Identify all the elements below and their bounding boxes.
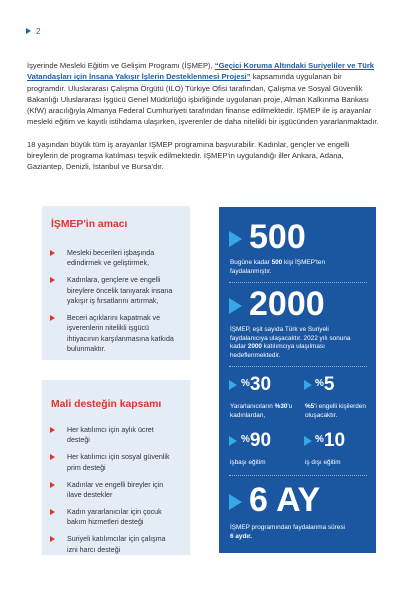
- stat-500-desc: Bugüne kadar 500 kişi İŞMEP'ten faydalanmıştır.: [230, 259, 326, 275]
- list-item: Kadınlar ve engelli bireyler için ilave destekler: [50, 480, 178, 501]
- bullet-arrow-icon: [50, 536, 55, 542]
- list-item: Beceri açıklarını kapatmak ve işverenlerin nitelikli işgücü ihtiyacının karşılanmasına katkıda bulunmaktır.: [50, 313, 178, 355]
- bullet-arrow-icon: [50, 454, 55, 460]
- intro-paragraph-1: İşyerinde Mesleki Eğitim ve Gelişim Programı (İŞMEP), “Geçici Koruma Altındaki Suriyeliler ve Türk Vatandaşları için İnsana Yakışır İşlerin Desteklenmesi Projesi” kapsamında uygulanan bir programdır. Uluslararası Çalışma Örgütü (ILO) Türkiye Ofisi tarafından, Çalışma ve Sosyal Güvenlik Bakanlığı Uluslararası İşgücü Genel Müdürlüğü işbirliğinde uygulanan proje, Alman Kalkınma Bankası (KfW) aracılığıyla Almanya Federal Cumhuriyeti tarafından finanse edilmektedir. İŞMEP ile iş arayanlar mesleki eğitim ve kayıtlı istihdama ulaşırken, işverenler de daha nitelikli bir işgücünden yararlanmaktadır.: [27, 61, 379, 127]
- stat-2000-value: 2000: [249, 285, 325, 323]
- support-box: [42, 380, 190, 555]
- stat-arrow-icon: [229, 494, 242, 510]
- intro-text: [27, 60, 382, 184]
- divider: [229, 475, 367, 476]
- list-item: Her katılımcı için aylık ücret desteği: [50, 425, 178, 446]
- stat-arrow-icon: [229, 231, 242, 247]
- stat-arrow-icon: [304, 436, 312, 446]
- stat-arrow-icon: [229, 380, 237, 390]
- intro-paragraph-2: 18 yaşından büyük tüm iş arayanlar İŞMEP programına başvurabilir. Kadınlar, gençler ve engelli bireylerin de programa katılması teşvik edilmektedir. İŞMEP'in uygulandığı iller Ankara, Adana, Gaziantep, Denizli, İstanbul ve Bursa'dır.: [27, 139, 350, 172]
- support-title: Mali desteğin kapsamı: [51, 399, 162, 410]
- stat-arrow-icon: [229, 436, 237, 446]
- stat-6ay-desc: İŞMEP programından faydalanma süresi 6 aydır.: [230, 524, 345, 540]
- list-item: Mesleki becerileri işbaşında edindirmek ve geliştirmek,: [50, 248, 178, 269]
- bullet-arrow-icon: [50, 315, 55, 321]
- bullet-arrow-icon: [50, 427, 55, 433]
- page-number: 2: [26, 27, 40, 36]
- list-item: Kadınlara, gençlere ve engelli bireylere öncelik tanıyarak insana yakışır iş fırsatlarını artırmak,: [50, 275, 178, 306]
- stat-90-desc: işbaşı eğitim: [230, 459, 266, 466]
- stat-500-value: 500: [249, 218, 306, 256]
- aim-box: [42, 206, 190, 360]
- bullet-arrow-icon: [50, 277, 55, 283]
- bullet-arrow-icon: [50, 482, 55, 488]
- list-item: Kadın yararlanıcılar için çocuk bakım hizmetleri desteği: [50, 507, 178, 528]
- stat-90-value: %90: [241, 430, 272, 451]
- support-list: [50, 425, 178, 562]
- aim-list: [50, 248, 178, 361]
- divider: [229, 282, 367, 283]
- stat-30-desc: Yararlanıcıların %30'u kadınlardan,: [230, 403, 293, 419]
- bullet-arrow-icon: [50, 250, 55, 256]
- stat-5-desc: %5'i engelli kişilerden oluşacaktır.: [305, 403, 366, 419]
- aim-title: İŞMEP'in amacı: [51, 219, 128, 230]
- stat-10-desc: iş dışı eğitim: [305, 459, 341, 466]
- stat-10-value: %10: [315, 430, 346, 451]
- divider: [229, 366, 367, 367]
- stat-2000-desc: İŞMEP, eşit sayıda Türk ve Suriyeli faydalanıcıya ulaşacaktır. 2022 yılı sonuna kadar 2000 katılımcıya ulaşılması hedeflenmektedir.: [230, 326, 351, 359]
- stat-30-value: %30: [241, 374, 272, 395]
- stat-arrow-icon: [304, 380, 312, 390]
- list-item: Suriyeli katılımcılar için çalışma izni harcı desteği: [50, 534, 178, 555]
- project-link[interactable]: “Geçici Koruma Altındaki Suriyeliler ve Türk Vatandaşları için İnsana Yakışır İşlerin Desteklenmesi Projesi”: [27, 61, 375, 82]
- page-arrow-icon: [26, 28, 31, 34]
- list-item: Her katılımcı için sosyal güvenlik prim desteği: [50, 452, 178, 473]
- stat-6ay-value: 6 AY: [249, 481, 321, 519]
- stat-arrow-icon: [229, 298, 242, 314]
- stats-panel: [219, 207, 376, 553]
- bullet-arrow-icon: [50, 509, 55, 515]
- stat-5-value: %5: [315, 374, 335, 395]
